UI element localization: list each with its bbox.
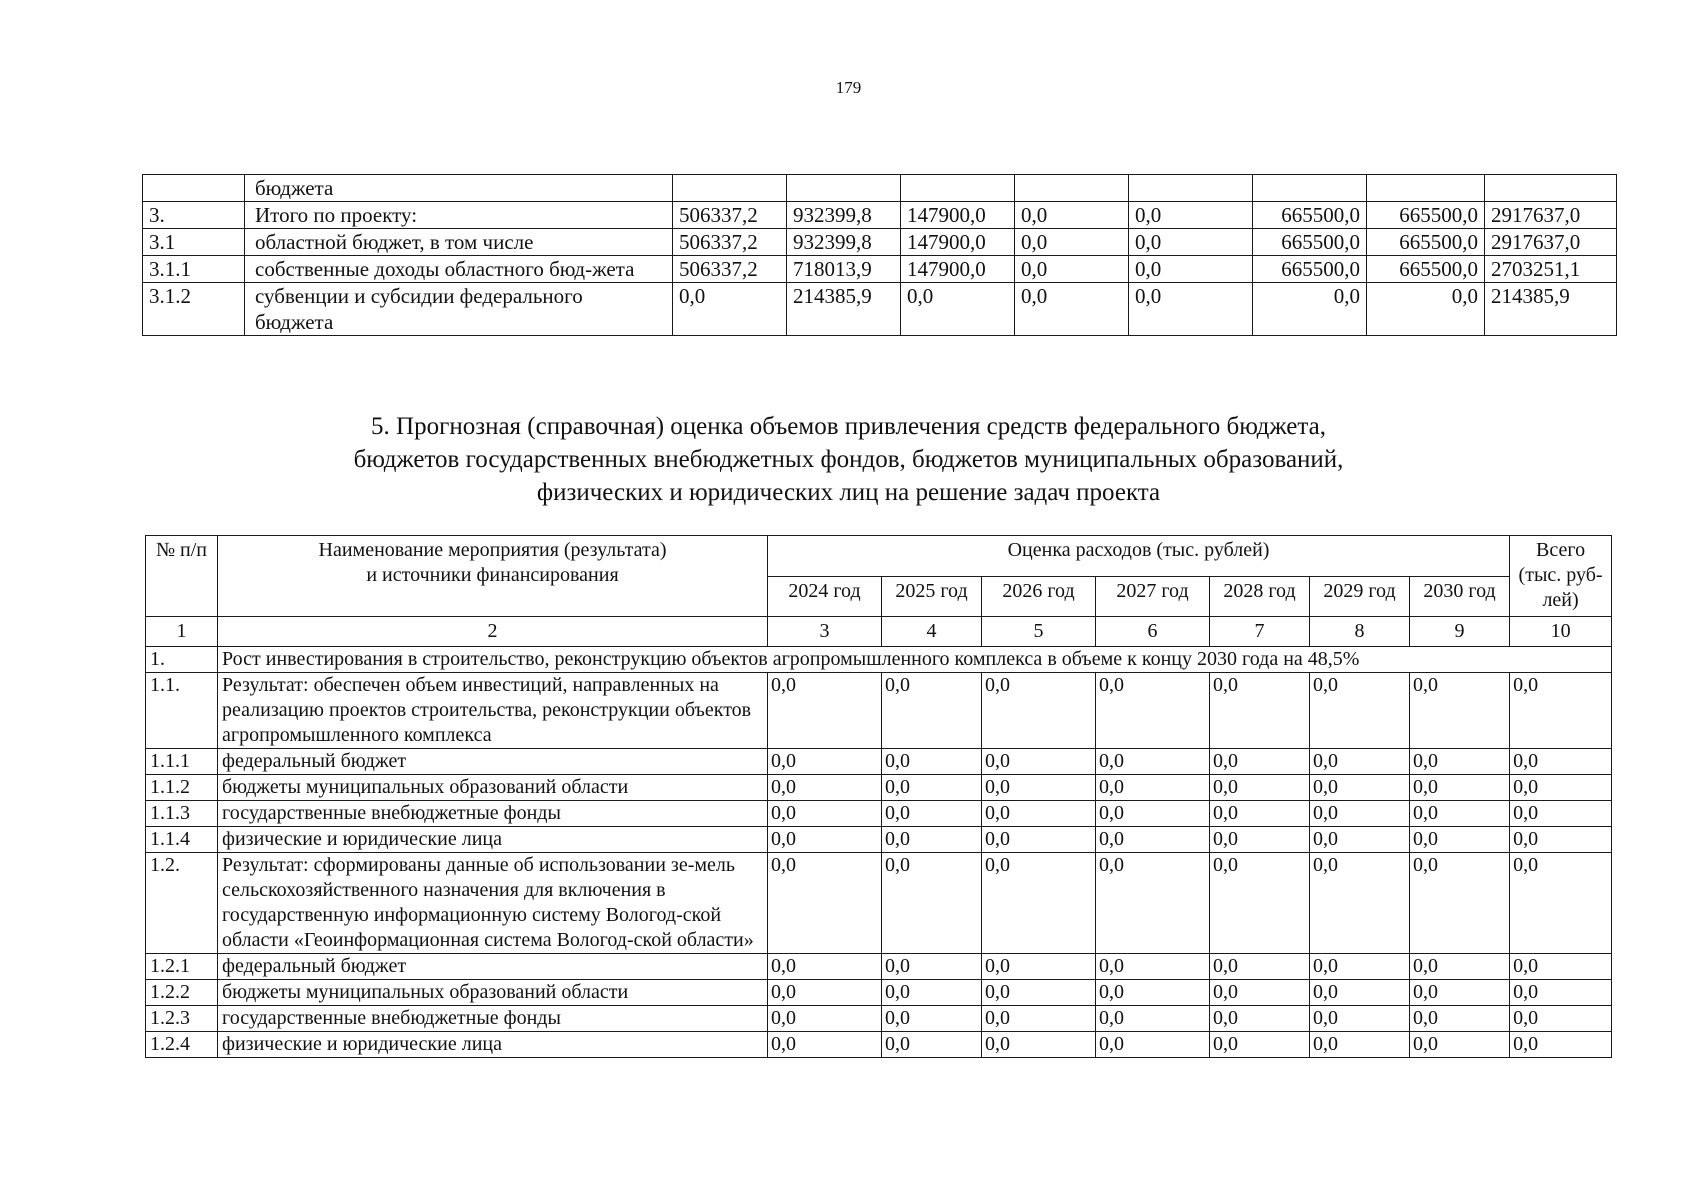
row-value: 0,0 xyxy=(1129,202,1253,229)
row-value xyxy=(787,175,901,202)
header-column-number: 7 xyxy=(1210,617,1310,647)
row-value: 0,0 xyxy=(1310,853,1410,954)
table-row xyxy=(143,175,1617,202)
row-num: 1.2.2 xyxy=(146,980,218,1006)
row-value: 0,0 xyxy=(1210,801,1310,827)
row-value: 718013,9 xyxy=(787,256,901,283)
row-value: 506337,2 xyxy=(673,256,787,283)
table-row xyxy=(146,775,1612,801)
row-value: 0,0 xyxy=(1310,1032,1410,1058)
row-value xyxy=(1015,175,1129,202)
row-value: 0,0 xyxy=(1096,853,1210,954)
row-value: 665500,0 xyxy=(1367,202,1485,229)
header-name-line: Наименование мероприятия (результата) xyxy=(318,539,667,561)
row-value xyxy=(1129,175,1253,202)
row-value: 665500,0 xyxy=(1367,229,1485,256)
row-value: 2917637,0 xyxy=(1485,229,1617,256)
row-value: 0,0 xyxy=(1310,801,1410,827)
row-name: областной бюджет, в том числе xyxy=(245,229,673,256)
table-row xyxy=(146,827,1612,853)
header-year: 2029 год xyxy=(1310,576,1410,617)
row-value: 0,0 xyxy=(1210,1006,1310,1032)
row-value: 0,0 xyxy=(1210,954,1310,980)
row-value: 0,0 xyxy=(1129,256,1253,283)
table-row xyxy=(146,749,1612,775)
table-row xyxy=(143,229,1617,256)
row-value: 0,0 xyxy=(1096,954,1210,980)
row-value: 0,0 xyxy=(1310,775,1410,801)
row-value: 0,0 xyxy=(1310,980,1410,1006)
row-value: 665500,0 xyxy=(1367,256,1485,283)
row-value: 0,0 xyxy=(1096,775,1210,801)
row-value: 0,0 xyxy=(1310,673,1410,749)
row-value: 0,0 xyxy=(768,801,882,827)
header-column-number: 6 xyxy=(1096,617,1210,647)
row-num: 1.1.3 xyxy=(146,801,218,827)
row-value: 0,0 xyxy=(768,954,882,980)
row-value: 0,0 xyxy=(982,1006,1096,1032)
row-value: 0,0 xyxy=(1510,673,1612,749)
row-value: 0,0 xyxy=(882,775,982,801)
row-num xyxy=(143,175,245,202)
row-value: 0,0 xyxy=(1015,283,1129,336)
row-name: бюджеты муниципальных образований области xyxy=(218,775,768,801)
budget-continuation-body xyxy=(143,175,1617,336)
row-value: 0,0 xyxy=(1210,1032,1310,1058)
row-value: 0,0 xyxy=(1210,827,1310,853)
row-value: 0,0 xyxy=(768,1032,882,1058)
row-value: 0,0 xyxy=(1310,954,1410,980)
row-value: 0,0 xyxy=(1096,673,1210,749)
row-value: 0,0 xyxy=(1096,980,1210,1006)
row-name: бюджеты муниципальных образований области xyxy=(218,980,768,1006)
row-value xyxy=(1367,175,1485,202)
table-row xyxy=(146,801,1612,827)
row-name: собственные доходы областного бюд-жета xyxy=(245,256,673,283)
header-column-number: 8 xyxy=(1310,617,1410,647)
row-name: Результат: обеспечен объем инвестиций, направленных на реализацию проектов строительства, реконструкции объектов агропромышленного комплекса xyxy=(218,673,768,749)
section-title-line: бюджетов государственных внебюджетных фондов, бюджетов муниципальных образований, xyxy=(353,446,1344,473)
row-value: 0,0 xyxy=(1510,1032,1612,1058)
row-value: 0,0 xyxy=(982,673,1096,749)
row-value: 0,0 xyxy=(1410,1006,1510,1032)
row-value: 0,0 xyxy=(1410,673,1510,749)
forecast-table xyxy=(145,535,1612,1058)
header-year: 2026 год xyxy=(982,576,1096,617)
row-value: 0,0 xyxy=(1310,749,1410,775)
header-year: 2028 год xyxy=(1210,576,1310,617)
row-value: 0,0 xyxy=(768,980,882,1006)
header-column-numbers-row xyxy=(146,617,1612,647)
table-row xyxy=(146,954,1612,980)
row-value: 0,0 xyxy=(1410,827,1510,853)
row-value: 0,0 xyxy=(1096,1032,1210,1058)
row-name: федеральный бюджет xyxy=(218,954,768,980)
row-value: 0,0 xyxy=(1210,980,1310,1006)
header-column-number: 4 xyxy=(882,617,982,647)
row-value: 0,0 xyxy=(768,827,882,853)
row-num: 1.1. xyxy=(146,673,218,749)
row-value: 0,0 xyxy=(1210,749,1310,775)
section-title-line: 5. Прогнозная (справочная) оценка объемов привлечения средств федерального бюджета, xyxy=(371,413,1326,440)
forecast-table-header xyxy=(146,536,1612,647)
row-value: 0,0 xyxy=(882,853,982,954)
row-value: 0,0 xyxy=(1096,801,1210,827)
row-value: 665500,0 xyxy=(1253,256,1367,283)
row-value: 0,0 xyxy=(982,1032,1096,1058)
row-value: 0,0 xyxy=(1410,853,1510,954)
row-num: 3.1 xyxy=(143,229,245,256)
table-row xyxy=(146,980,1612,1006)
row-name: физические и юридические лица xyxy=(218,827,768,853)
row-value: 0,0 xyxy=(882,1006,982,1032)
row-num: 3.1.2 xyxy=(143,283,245,336)
table-row xyxy=(143,256,1617,283)
row-value: 2917637,0 xyxy=(1485,202,1617,229)
row-value: 0,0 xyxy=(982,980,1096,1006)
row-value: 665500,0 xyxy=(1253,229,1367,256)
header-year: 2030 год xyxy=(1410,576,1510,617)
row-value: 0,0 xyxy=(768,673,882,749)
row-value: 0,0 xyxy=(982,954,1096,980)
row-value: 0,0 xyxy=(1410,775,1510,801)
section-title-line: физических и юридических лиц на решение задач проекта xyxy=(536,479,1161,506)
row-value xyxy=(901,175,1015,202)
row-value: 0,0 xyxy=(982,827,1096,853)
row-value: 147900,0 xyxy=(901,256,1015,283)
header-name xyxy=(218,536,768,617)
goal-num: 1. xyxy=(146,647,218,673)
header-year: 2027 год xyxy=(1096,576,1210,617)
row-value: 2703251,1 xyxy=(1485,256,1617,283)
table-row xyxy=(146,673,1612,749)
table-row xyxy=(146,853,1612,954)
row-num: 1.2. xyxy=(146,853,218,954)
row-value: 0,0 xyxy=(1129,229,1253,256)
row-value: 0,0 xyxy=(768,749,882,775)
row-value: 0,0 xyxy=(768,853,882,954)
header-year: 2025 год xyxy=(882,576,982,617)
row-name: субвенции и субсидии федерального бюджета xyxy=(245,283,673,336)
row-num: 3. xyxy=(143,202,245,229)
row-name: физические и юридические лица xyxy=(218,1032,768,1058)
table-row xyxy=(146,1006,1612,1032)
header-estimate: Оценка расходов (тыс. рублей) xyxy=(768,536,1510,577)
row-value: 0,0 xyxy=(982,853,1096,954)
row-value: 0,0 xyxy=(768,775,882,801)
row-name: бюджета xyxy=(245,175,673,202)
table-row xyxy=(146,1032,1612,1058)
row-value: 0,0 xyxy=(1015,202,1129,229)
row-value: 0,0 xyxy=(1510,980,1612,1006)
row-name: Результат: сформированы данные об использовании зе-мель сельскохозяйственного назначения для включения в государственную информационную систему Вологод-ской области «Геоинформационная система Вологод-ской области» xyxy=(218,853,768,954)
row-value: 0,0 xyxy=(768,1006,882,1032)
row-name: Итого по проекту: xyxy=(245,202,673,229)
header-column-number: 3 xyxy=(768,617,882,647)
section-title xyxy=(0,410,1697,509)
row-value: 0,0 xyxy=(1096,1006,1210,1032)
header-num: № п/п xyxy=(146,536,218,617)
row-value: 665500,0 xyxy=(1253,202,1367,229)
row-name: государственные внебюджетные фонды xyxy=(218,1006,768,1032)
row-value: 0,0 xyxy=(1210,853,1310,954)
row-value: 932399,8 xyxy=(787,202,901,229)
row-value: 0,0 xyxy=(882,801,982,827)
header-total: Всего (тыс. руб-лей) xyxy=(1510,536,1612,617)
row-value: 0,0 xyxy=(1410,980,1510,1006)
row-value: 0,0 xyxy=(1210,673,1310,749)
row-value: 0,0 xyxy=(882,980,982,1006)
header-column-number: 5 xyxy=(982,617,1096,647)
row-value: 0,0 xyxy=(1129,283,1253,336)
row-value: 0,0 xyxy=(882,749,982,775)
table-row xyxy=(143,283,1617,336)
table-row xyxy=(143,202,1617,229)
row-value: 0,0 xyxy=(1510,749,1612,775)
row-value: 0,0 xyxy=(882,673,982,749)
row-value: 0,0 xyxy=(1510,1006,1612,1032)
row-value: 0,0 xyxy=(1510,954,1612,980)
row-value: 0,0 xyxy=(1096,749,1210,775)
row-value: 0,0 xyxy=(1510,801,1612,827)
header-column-number: 9 xyxy=(1410,617,1510,647)
row-value: 0,0 xyxy=(982,749,1096,775)
row-value: 0,0 xyxy=(901,283,1015,336)
header-year: 2024 год xyxy=(768,576,882,617)
row-num: 3.1.1 xyxy=(143,256,245,283)
row-name: федеральный бюджет xyxy=(218,749,768,775)
row-value: 0,0 xyxy=(1367,283,1485,336)
row-value: 0,0 xyxy=(1210,775,1310,801)
budget-continuation-table xyxy=(142,174,1617,336)
goal-row xyxy=(146,647,1612,673)
row-value: 0,0 xyxy=(1510,853,1612,954)
row-value: 506337,2 xyxy=(673,202,787,229)
row-value: 0,0 xyxy=(882,1032,982,1058)
row-value: 0,0 xyxy=(1015,256,1129,283)
row-num: 1.2.3 xyxy=(146,1006,218,1032)
row-value: 0,0 xyxy=(982,775,1096,801)
row-num: 1.1.1 xyxy=(146,749,218,775)
header-name-line: и источники финансирования xyxy=(366,564,619,586)
row-value: 214385,9 xyxy=(787,283,901,336)
row-value: 932399,8 xyxy=(787,229,901,256)
row-num: 1.1.4 xyxy=(146,827,218,853)
row-value: 0,0 xyxy=(1310,1006,1410,1032)
goal-text: Рост инвестирования в строительство, реконструкцию объектов агропромышленного комплекса в объеме к концу 2030 года на 48,5% xyxy=(218,647,1612,673)
row-name: государственные внебюджетные фонды xyxy=(218,801,768,827)
row-value: 214385,9 xyxy=(1485,283,1617,336)
row-value: 147900,0 xyxy=(901,202,1015,229)
header-column-number: 1 xyxy=(146,617,218,647)
row-value: 0,0 xyxy=(1410,954,1510,980)
row-value: 0,0 xyxy=(1310,827,1410,853)
page-number: 179 xyxy=(835,78,862,97)
row-value: 0,0 xyxy=(1410,1032,1510,1058)
row-value: 0,0 xyxy=(882,827,982,853)
row-value xyxy=(1485,175,1617,202)
row-value: 0,0 xyxy=(1410,801,1510,827)
row-num: 1.1.2 xyxy=(146,775,218,801)
row-value: 0,0 xyxy=(1096,827,1210,853)
row-num: 1.2.1 xyxy=(146,954,218,980)
row-value: 0,0 xyxy=(1510,827,1612,853)
row-value: 0,0 xyxy=(982,801,1096,827)
row-value: 147900,0 xyxy=(901,229,1015,256)
row-value xyxy=(673,175,787,202)
row-value: 0,0 xyxy=(1510,775,1612,801)
row-value: 0,0 xyxy=(882,954,982,980)
row-value: 0,0 xyxy=(1253,283,1367,336)
header-column-number: 10 xyxy=(1510,617,1612,647)
row-value: 0,0 xyxy=(1410,749,1510,775)
row-value xyxy=(1253,175,1367,202)
forecast-table-body xyxy=(146,647,1612,1058)
header-column-number: 2 xyxy=(218,617,768,647)
row-value: 506337,2 xyxy=(673,229,787,256)
row-value: 0,0 xyxy=(1015,229,1129,256)
row-value: 0,0 xyxy=(673,283,787,336)
row-num: 1.2.4 xyxy=(146,1032,218,1058)
